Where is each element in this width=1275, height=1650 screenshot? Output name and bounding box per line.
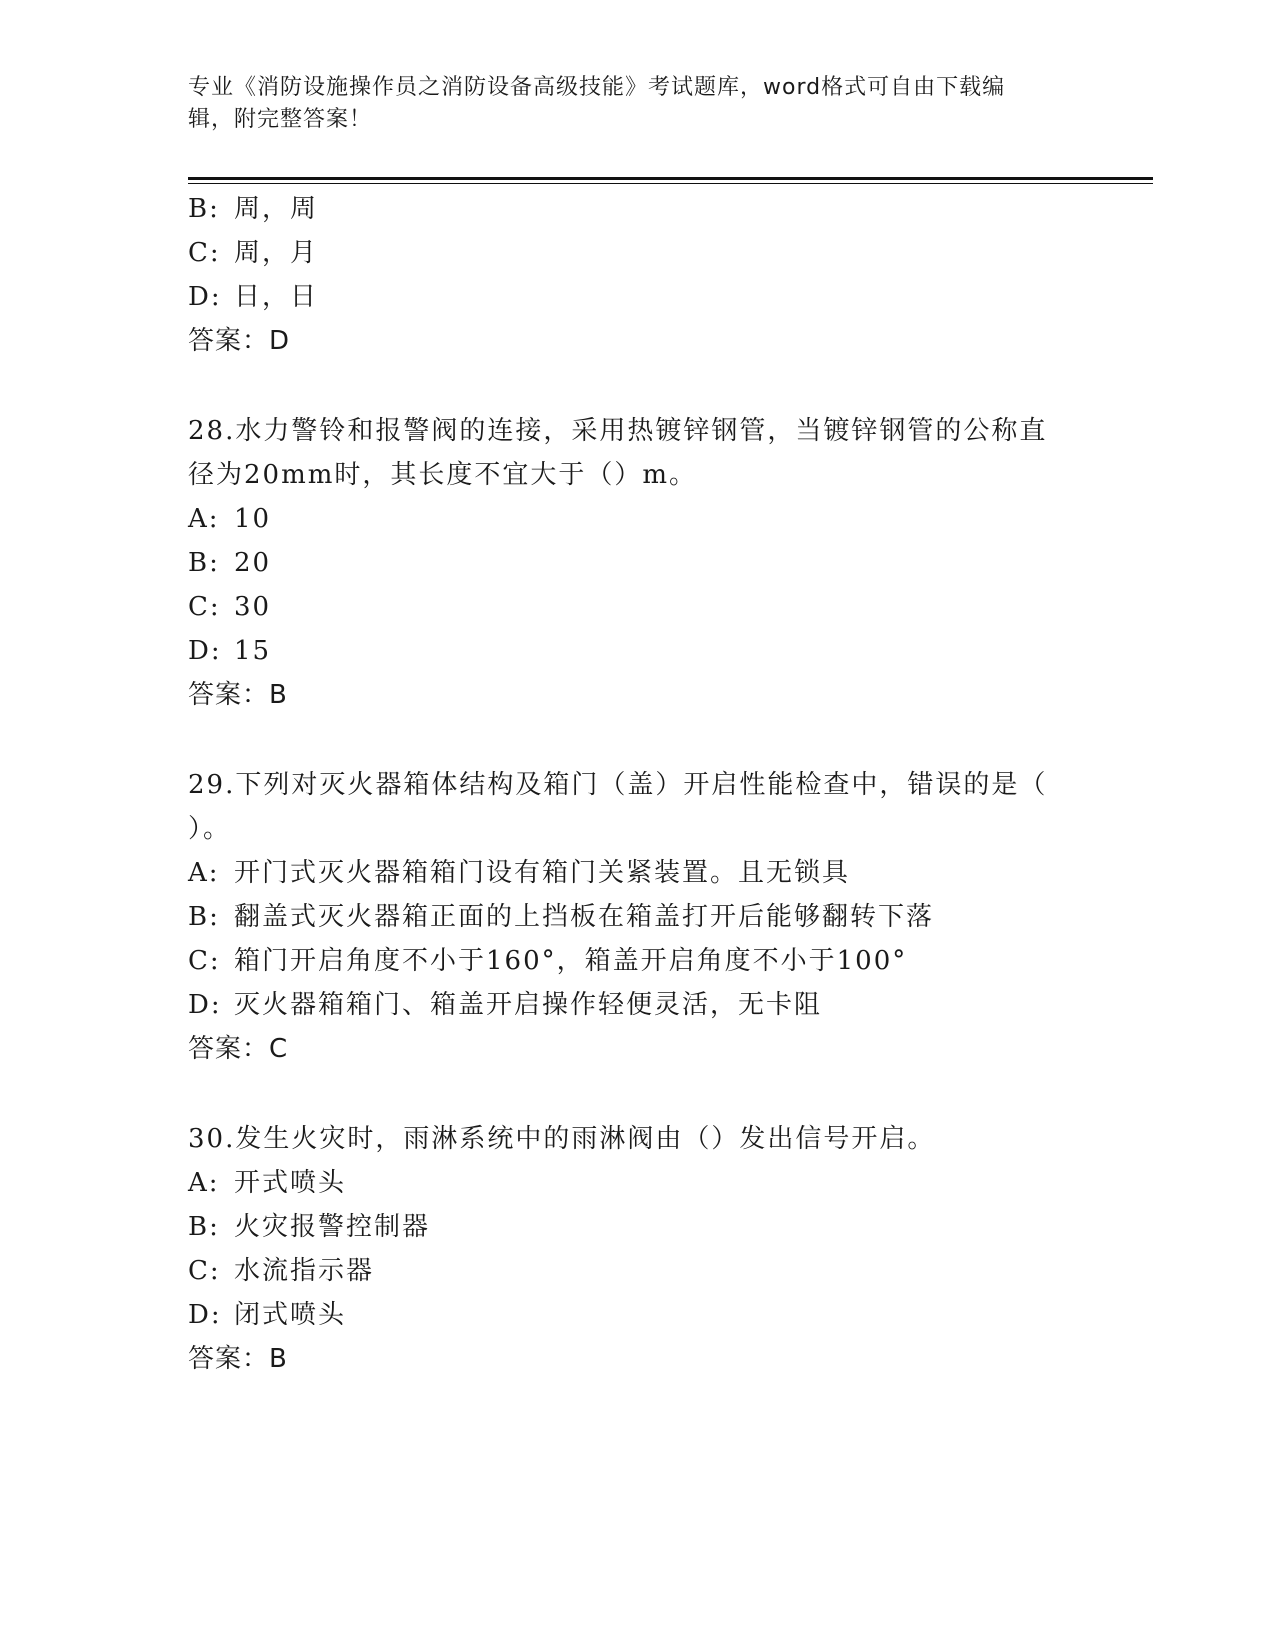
answer-line: 答案：D (188, 326, 291, 356)
option-letter: C: (188, 238, 221, 268)
header-divider-thin (188, 183, 1153, 184)
option-row (188, 192, 318, 226)
option-row (188, 502, 271, 536)
option-row (188, 900, 934, 934)
question-stem-line: 径为20mm时，其长度不宜大于（）m。 (188, 460, 698, 490)
option-text: 水流指示器 (234, 1256, 375, 1286)
option-text: 开式喷头 (234, 1168, 347, 1198)
option-row (188, 1210, 430, 1244)
option-row (188, 634, 271, 668)
option-row (188, 1166, 346, 1200)
option-text: 火灾报警控制器 (234, 1212, 431, 1242)
page-header (188, 72, 1088, 136)
option-letter: B: (188, 548, 220, 578)
header-divider-thick (188, 177, 1153, 180)
header-title-line-2: 辑，附完整答案！ (188, 107, 373, 132)
question-stem-line: 28.水力警铃和报警阀的连接，采用热镀锌钢管，当镀锌钢管的公称直 (188, 416, 1048, 446)
answer-line: 答案：C (188, 1034, 289, 1064)
option-letter: D: (188, 1300, 222, 1330)
question-stem-line: ）。 (188, 814, 232, 844)
option-text: 闭式喷头 (234, 1300, 347, 1330)
option-letter: B: (188, 194, 220, 224)
answer-line: 答案：B (188, 680, 288, 710)
option-text: 30 (234, 592, 272, 622)
option-text: 20 (234, 548, 272, 578)
option-letter: D: (188, 636, 222, 666)
option-text: 15 (234, 636, 272, 666)
option-text: 箱门开启角度不小于160°，箱盖开启角度不小于100° (234, 946, 908, 976)
option-row (188, 988, 822, 1022)
option-text: 灭火器箱箱门、箱盖开启操作轻便灵活，无卡阻 (234, 990, 823, 1020)
option-row (188, 1254, 374, 1288)
option-row (188, 856, 850, 890)
option-text: 周，周 (234, 194, 319, 224)
option-row (188, 1298, 346, 1332)
option-text: 10 (234, 504, 272, 534)
option-letter: B: (188, 902, 220, 932)
answer-line: 答案：B (188, 1344, 288, 1374)
option-row (188, 546, 271, 580)
option-text: 日，日 (234, 282, 319, 312)
option-letter: D: (188, 282, 222, 312)
option-letter: D: (188, 990, 222, 1020)
header-title-line-1: 专业《消防设施操作员之消防设备高级技能》考试题库，word格式可自由下载编 (188, 75, 1006, 100)
option-row (188, 590, 271, 624)
option-letter: A: (188, 504, 220, 534)
option-letter: C: (188, 592, 221, 622)
option-letter: C: (188, 946, 221, 976)
option-text: 周，月 (234, 238, 319, 268)
option-letter: C: (188, 1256, 221, 1286)
option-row (188, 944, 907, 978)
question-stem-line: 30.发生火灾时，雨淋系统中的雨淋阀由（）发出信号开启。 (188, 1124, 936, 1154)
question-stem-line: 29.下列对灭火器箱体结构及箱门（盖）开启性能检查中，错误的是（ (188, 770, 1048, 800)
option-letter: A: (188, 858, 220, 888)
option-row (188, 280, 318, 314)
option-text: 开门式灭火器箱箱门设有箱门关紧装置。且无锁具 (234, 858, 851, 888)
option-letter: A: (188, 1168, 220, 1198)
option-letter: B: (188, 1212, 220, 1242)
option-text: 翻盖式灭火器箱正面的上挡板在箱盖打开后能够翻转下落 (234, 902, 935, 932)
option-row (188, 236, 318, 270)
